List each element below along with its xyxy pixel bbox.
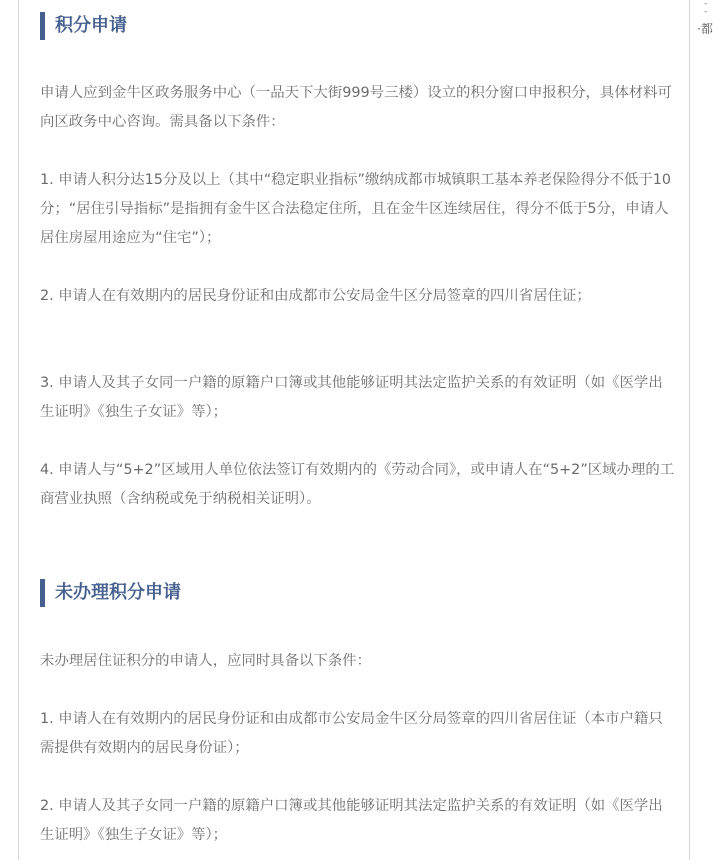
- section-intro: 未办理居住证积分的申请人，应同时具备以下条件：: [40, 653, 371, 669]
- edge-tick-mark: - -: [704, 0, 708, 17]
- condition-item: 3. 申请人及其子女同一户籍的原籍户口簿或其他能够证明其法定监护关系的有效证明（如《医学出生证明》《独生子女证》等）；: [40, 375, 663, 420]
- section-heading-points-application: 积分申请: [40, 12, 127, 40]
- condition-item: 2. 申请人在有效期内的居民身份证和由成都市公安局金牛区分局签章的四川省居住证；: [40, 288, 591, 304]
- condition-item: 1. 申请人积分达15分及以上（其中“稳定职业指标”缴纳成都市城镇职工基本养老保险得分不低于10 分；“居住引导指标”是指拥有金牛区合法稳定住所，且在金牛区连续居住，得分不低于5分，申请人居住房屋用途应为“住宅”）；: [40, 172, 672, 246]
- condition-item: 4. 申请人与“5+2”区域用人单位依法签订有效期内的《劳动合同》，或申请人在“5+2”区域办理的工商营业执照（含纳税或免于纳税相关证明）。: [40, 462, 675, 507]
- section-intro: 申请人应到金牛区政务服务中心（一品天下大街999号三楼）设立的积分窗口申报积分，具体材料可向区政务中心咨询。需具备以下条件：: [40, 85, 672, 130]
- condition-item: 1. 申请人在有效期内的居民身份证和由成都市公安局金牛区分局签章的四川省居住证（本市户籍只需提供有效期内的居民身份证）；: [40, 711, 663, 756]
- section-heading-no-points-application: 未办理积分申请: [40, 579, 181, 607]
- edge-text: ·都: [697, 22, 713, 36]
- condition-item: 2. 申请人及其子女同一户籍的原籍户口簿或其他能够证明其法定监护关系的有效证明（如《医学出生证明》《独生子女证》等）；: [40, 798, 663, 843]
